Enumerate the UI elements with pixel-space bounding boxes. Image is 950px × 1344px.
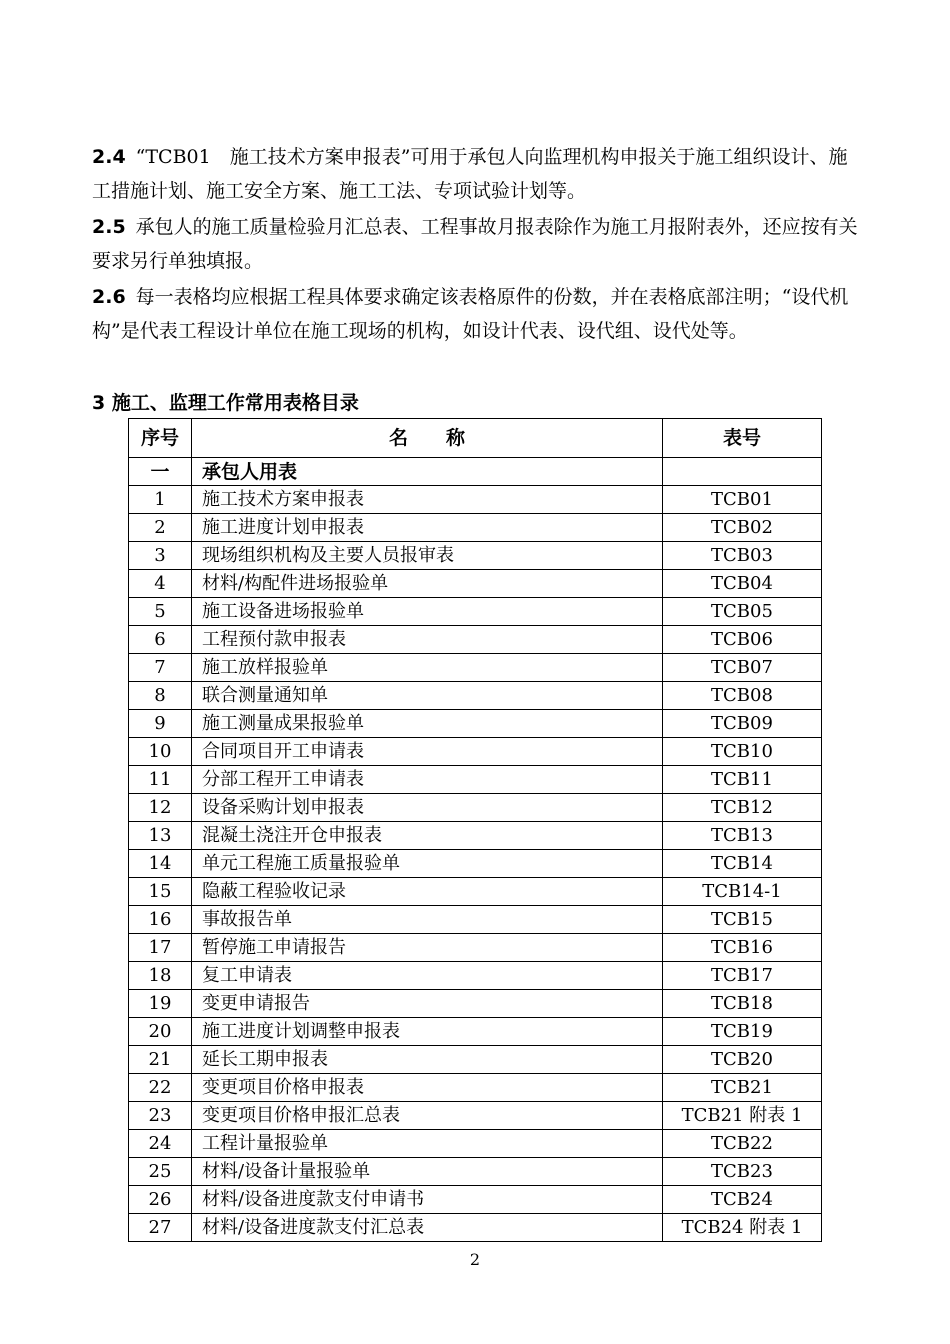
table-row	[129, 738, 822, 766]
section-name: 承包人用表	[192, 458, 663, 486]
row-number: 13	[129, 822, 192, 850]
paragraph-number: 2.6	[92, 286, 126, 308]
row-code: TCB20	[663, 1046, 822, 1074]
row-name: 工程计量报验单	[192, 1130, 663, 1158]
row-name: 分部工程开工申请表	[192, 766, 663, 794]
row-number: 27	[129, 1214, 192, 1242]
section-number: 一	[129, 458, 192, 486]
header-name: 名 称	[192, 419, 663, 458]
row-name: 材料/设备进度款支付申请书	[192, 1186, 663, 1214]
row-number: 5	[129, 598, 192, 626]
row-name: 施工放样报验单	[192, 654, 663, 682]
table-row	[129, 878, 822, 906]
paragraph-2-6	[92, 280, 862, 348]
row-name: 延长工期申报表	[192, 1046, 663, 1074]
row-name: 施工进度计划调整申报表	[192, 1018, 663, 1046]
table-row	[129, 486, 822, 514]
row-number: 26	[129, 1186, 192, 1214]
row-name: 复工申请表	[192, 962, 663, 990]
row-number: 9	[129, 710, 192, 738]
row-number: 19	[129, 990, 192, 1018]
row-name: 工程预付款申报表	[192, 626, 663, 654]
row-name: 材料/构配件进场报验单	[192, 570, 663, 598]
row-code: TCB15	[663, 906, 822, 934]
row-code: TCB21 附表 1	[663, 1102, 822, 1130]
row-number: 3	[129, 542, 192, 570]
paragraph-text: 承包人的施工质量检验月汇总表、工程事故月报表除作为施工月报附表外，还应按有关要求另行单独填报。	[92, 216, 858, 272]
row-number: 10	[129, 738, 192, 766]
row-code: TCB16	[663, 934, 822, 962]
table-row	[129, 990, 822, 1018]
row-name: 施工进度计划申报表	[192, 514, 663, 542]
row-number: 8	[129, 682, 192, 710]
table-row	[129, 654, 822, 682]
row-number: 4	[129, 570, 192, 598]
row-code: TCB23	[663, 1158, 822, 1186]
row-number: 6	[129, 626, 192, 654]
row-name: 隐蔽工程验收记录	[192, 878, 663, 906]
row-number: 7	[129, 654, 192, 682]
row-name: 变更项目价格申报汇总表	[192, 1102, 663, 1130]
table-row	[129, 906, 822, 934]
row-name: 材料/设备进度款支付汇总表	[192, 1214, 663, 1242]
row-number: 18	[129, 962, 192, 990]
header-code: 表号	[663, 419, 822, 458]
forms-catalog-table	[128, 418, 822, 1242]
row-code: TCB05	[663, 598, 822, 626]
row-code: TCB12	[663, 794, 822, 822]
row-number: 20	[129, 1018, 192, 1046]
table-row	[129, 822, 822, 850]
row-code: TCB10	[663, 738, 822, 766]
table-row	[129, 542, 822, 570]
row-name: 合同项目开工申请表	[192, 738, 663, 766]
section-heading: 3 施工、监理工作常用表格目录	[92, 392, 359, 414]
table-row	[129, 626, 822, 654]
row-code: TCB09	[663, 710, 822, 738]
row-code: TCB06	[663, 626, 822, 654]
row-name: 变更项目价格申报表	[192, 1074, 663, 1102]
row-name: 事故报告单	[192, 906, 663, 934]
row-number: 2	[129, 514, 192, 542]
row-name: 施工测量成果报验单	[192, 710, 663, 738]
table-row	[129, 850, 822, 878]
row-code: TCB19	[663, 1018, 822, 1046]
row-number: 1	[129, 486, 192, 514]
table-row	[129, 934, 822, 962]
row-number: 12	[129, 794, 192, 822]
table-row	[129, 1214, 822, 1242]
row-number: 15	[129, 878, 192, 906]
table-section-row	[129, 458, 822, 486]
row-code: TCB24 附表 1	[663, 1214, 822, 1242]
table-row	[129, 1074, 822, 1102]
row-name: 混凝土浇注开仓申报表	[192, 822, 663, 850]
row-number: 16	[129, 906, 192, 934]
header-number: 序号	[129, 419, 192, 458]
section-code	[663, 458, 822, 486]
row-code: TCB17	[663, 962, 822, 990]
table-row	[129, 682, 822, 710]
row-code: TCB14	[663, 850, 822, 878]
table-row	[129, 794, 822, 822]
row-code: TCB07	[663, 654, 822, 682]
table-row	[129, 766, 822, 794]
row-name: 联合测量通知单	[192, 682, 663, 710]
row-name: 变更申请报告	[192, 990, 663, 1018]
table-row	[129, 1186, 822, 1214]
paragraph-number: 2.5	[92, 216, 126, 238]
row-code: TCB11	[663, 766, 822, 794]
row-number: 22	[129, 1074, 192, 1102]
row-name: 暂停施工申请报告	[192, 934, 663, 962]
table-row	[129, 1046, 822, 1074]
table-row	[129, 514, 822, 542]
row-name: 施工技术方案申报表	[192, 486, 663, 514]
row-number: 25	[129, 1158, 192, 1186]
paragraph-text: “TCB01 施工技术方案申报表”可用于承包人向监理机构申报关于施工组织设计、施工措施计划、施工安全方案、施工工法、专项试验计划等。	[92, 146, 848, 202]
row-name: 施工设备进场报验单	[192, 598, 663, 626]
table-row	[129, 1130, 822, 1158]
paragraph-2-4	[92, 140, 862, 208]
row-code: TCB18	[663, 990, 822, 1018]
row-code: TCB02	[663, 514, 822, 542]
row-name: 现场组织机构及主要人员报审表	[192, 542, 663, 570]
row-code: TCB01	[663, 486, 822, 514]
row-code: TCB14-1	[663, 878, 822, 906]
row-name: 材料/设备计量报验单	[192, 1158, 663, 1186]
row-number: 21	[129, 1046, 192, 1074]
row-code: TCB22	[663, 1130, 822, 1158]
row-number: 24	[129, 1130, 192, 1158]
row-code: TCB08	[663, 682, 822, 710]
row-code: TCB21	[663, 1074, 822, 1102]
row-code: TCB04	[663, 570, 822, 598]
table-row	[129, 570, 822, 598]
row-number: 23	[129, 1102, 192, 1130]
row-number: 11	[129, 766, 192, 794]
table-row	[129, 962, 822, 990]
table-row	[129, 1158, 822, 1186]
table-row	[129, 598, 822, 626]
paragraph-2-5	[92, 210, 862, 278]
row-code: TCB24	[663, 1186, 822, 1214]
page-number: 2	[469, 1250, 481, 1269]
table-row	[129, 1102, 822, 1130]
row-number: 14	[129, 850, 192, 878]
row-name: 设备采购计划申报表	[192, 794, 663, 822]
table-header-row	[129, 419, 822, 458]
row-code: TCB13	[663, 822, 822, 850]
row-code: TCB03	[663, 542, 822, 570]
table-row	[129, 710, 822, 738]
row-number: 17	[129, 934, 192, 962]
row-name: 单元工程施工质量报验单	[192, 850, 663, 878]
paragraph-text: 每一表格均应根据工程具体要求确定该表格原件的份数，并在表格底部注明；“设代机构”是代表工程设计单位在施工现场的机构，如设计代表、设代组、设代处等。	[92, 286, 849, 342]
paragraph-number: 2.4	[92, 146, 126, 168]
table-row	[129, 1018, 822, 1046]
